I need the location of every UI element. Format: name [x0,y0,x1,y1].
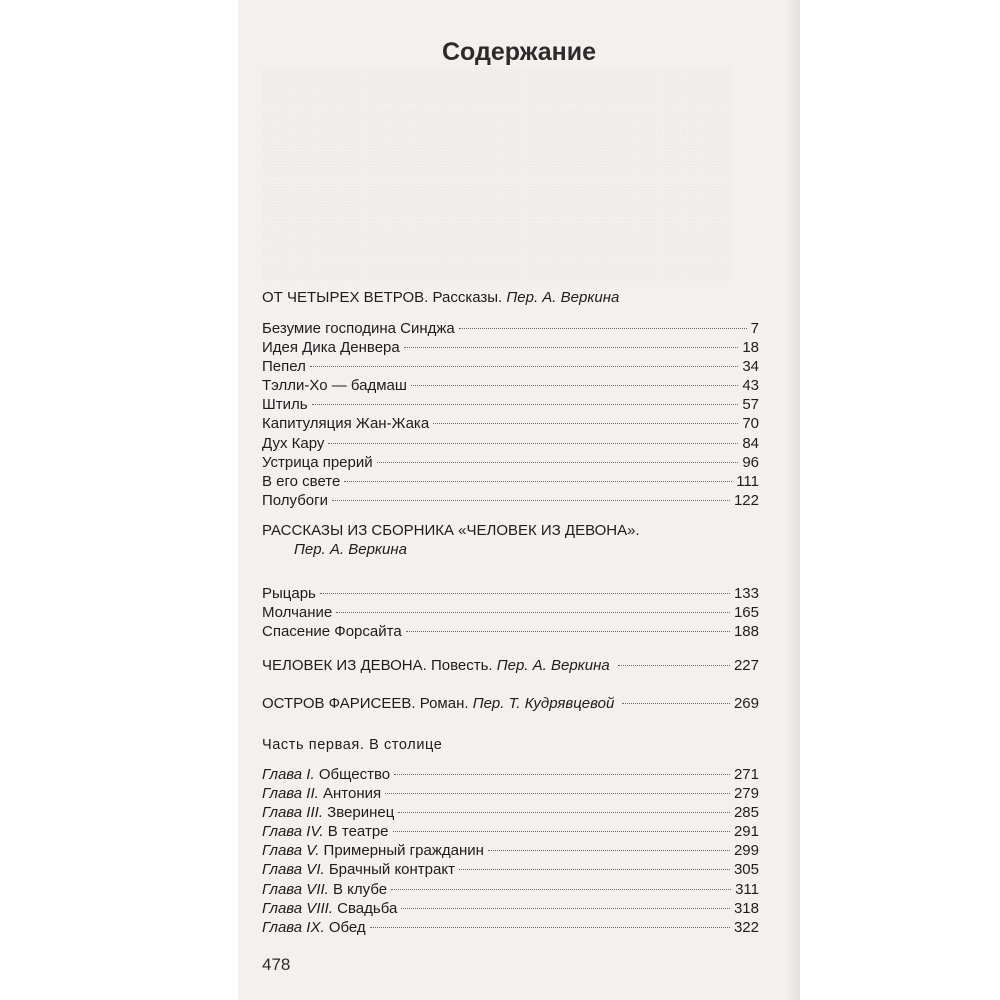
dot-leader [459,328,747,329]
section-title: ЧЕЛОВЕК ИЗ ДЕВОНА. Повесть. [262,657,493,674]
dot-leader [370,927,730,928]
toc-entry[interactable] [262,395,759,414]
chapter-label [262,918,366,937]
toc-entry-page: 43 [742,377,759,395]
toc-entry-page: 34 [742,358,759,376]
chapter-page: 285 [733,804,759,822]
toc-entry-page: 111 [736,472,759,490]
toc-entry-label: Дух Кару [262,434,325,452]
dot-leader [401,908,730,909]
chapter-number: Глава II. [262,785,319,803]
chapter-page: 305 [733,861,759,879]
toc-entry-page: 227 [733,657,759,674]
page-number: 478 [262,955,291,974]
toc-list-chapters [262,765,759,937]
dot-leader [394,774,730,775]
dot-leader [393,831,730,832]
dot-leader [391,889,731,890]
chapter-number: Глава I. [262,766,315,783]
chapter-title: Свадьба [337,899,398,917]
section-heading-devon-stories [262,522,759,539]
toc-entry-label: Устрица прерий [262,453,373,471]
chapter-page: 279 [733,785,759,803]
chapter-entry[interactable] [262,899,759,918]
toc-entry-page: 133 [733,585,759,602]
chapter-page: 311 [735,880,759,898]
toc-entry-label: Идея Дика Денвера [262,339,400,357]
page-edge-shadow [786,0,800,1000]
toc-entry-label: Полубоги [262,491,328,509]
toc-entry[interactable] [262,414,759,433]
dot-leader [406,631,730,632]
chapter-entry[interactable] [262,841,759,860]
toc-entry[interactable] [262,622,759,641]
section-heading-text: РАССКАЗЫ ИЗ СБОРНИКА «ЧЕЛОВЕК ИЗ ДЕВОНА». [262,522,640,539]
bleed-through-texture: ░░░░░░░░░░░░░░░░░░░░░░░░░░░░░░░░░░░░░░░ ░░░░░░░░░░░░░░░░░░░░░░░░░░░░░░░░░░░░░░░ ░░░░░░░░░░░░░░░░░░░░░░░░░░░░░░░░░░░░░░░ ░░░░░░░░░░░░░░░░░░░░░░░░░░░░░░░░░░░░░░░ ░░░░░░░░░░░░░░░░░░░░░░░░░░░░░░░░░░░░░░░ ░░░░░░░░░░░░░░░░░░░░░░░░░░░░░░░░░░░░░░░ ░░░░░░░░░░░░░░░░░░░░░░░░░░░░░░░░░░░░░░░ ░░░░░░░░░░░░░░░░░░░░░░░░░░░░░░░░░░░░░░░ ░░░░░░░░░░░░░░░░░░░░░░░░░░░░░░░░░░░░░░░ ░░░░░░░░░░░░░░░░░░░░░░░░░░░░░░░░░░░░░░░ ░░░░░░░░░░░░░░░░░░░░░░░░░░░░░░░░░░░░░░░ [262,65,732,280]
dot-leader [312,404,739,405]
chapter-page: 322 [733,918,759,936]
toc-entry-page: 18 [742,339,759,357]
chapter-number: Глава IX. [262,918,325,936]
dot-leader [404,347,739,348]
dot-leader [320,593,730,594]
chapter-title: В клубе [333,880,388,898]
chapter-label [262,822,389,841]
chapter-page: 318 [733,899,759,917]
section-translator-line [294,541,791,558]
section-translator: Пер. А. Веркина [294,541,407,558]
toc-entry-label: В его свете [262,472,341,490]
toc-entry-page: 96 [742,453,759,471]
toc-section-entry[interactable] [262,694,759,713]
dot-leader [332,500,730,501]
chapter-label [262,860,455,879]
toc-entry-page: 122 [733,491,759,509]
chapter-number: Глава VIII. [262,899,333,917]
chapter-page: 299 [733,842,759,860]
chapter-entry[interactable] [262,918,759,937]
section-heading-text [262,656,610,675]
page-title: Содержание [441,38,597,66]
toc-entry[interactable] [262,603,759,622]
chapter-entry[interactable] [262,784,759,803]
toc-list-four-winds [262,319,759,510]
chapter-number: Глава VII. [262,880,329,898]
chapter-entry[interactable] [262,880,759,899]
dot-leader [618,665,730,666]
dot-leader [385,793,730,794]
chapter-label [262,841,484,860]
toc-section-pharisees [262,694,759,713]
chapter-label [262,880,387,899]
chapter-title: Обед [328,918,366,936]
toc-entry-label: Рыцарь [262,585,316,602]
chapter-entry[interactable] [262,803,759,822]
toc-entry[interactable] [262,584,759,603]
chapter-number: Глава IV. [262,823,324,841]
chapter-title: Брачный контракт [328,861,455,879]
dot-leader [488,850,730,851]
dot-leader [398,812,730,813]
toc-entry-label: Безумие господина Синджа [262,320,455,337]
toc-entry-page: 269 [733,695,759,712]
dot-leader [328,443,738,444]
toc-entry[interactable] [262,338,759,357]
chapter-number: Глава V. [262,842,320,860]
part-heading: Часть первая. В столице [262,737,443,753]
toc-entry-page: 165 [733,604,759,622]
toc-entry[interactable] [262,434,759,453]
dot-leader [411,385,738,386]
toc-entry[interactable] [262,472,759,491]
chapter-number: Глава VI. [262,861,325,879]
toc-entry-label: Молчание [262,604,333,622]
chapter-title: В театре [327,823,389,841]
section-heading-text: ОТ ЧЕТЫРЕХ ВЕТРОВ. Рассказы. [262,289,503,306]
toc-list-devon-stories [262,584,759,641]
dot-leader [459,869,730,870]
chapter-entry[interactable] [262,765,759,784]
chapter-entry[interactable] [262,860,759,879]
chapter-title: Антония [323,785,382,803]
toc-entry[interactable] [262,491,759,510]
toc-entry-label: Спасение Форсайта [262,623,402,641]
toc-entry-label: Пепел [262,358,306,376]
section-translator: Пер. А. Веркина [506,289,620,306]
section-heading-four-winds [262,289,759,306]
chapter-entry[interactable] [262,822,759,841]
dot-leader [433,423,738,424]
toc-entry[interactable] [262,319,759,338]
chapter-title: Примерный гражданин [323,842,484,860]
toc-section-devon-novella [262,656,759,675]
chapter-label [262,899,397,918]
chapter-label [262,784,381,803]
section-translator: Пер. Т. Кудрявцевой [472,695,615,712]
section-translator: Пер. А. Веркина [496,657,610,674]
dot-leader [310,366,738,367]
toc-section-entry[interactable] [262,656,759,675]
toc-entry[interactable] [262,376,759,395]
toc-entry-page: 84 [742,434,759,452]
chapter-number: Глава III. [262,804,323,822]
chapter-title: Общество [318,766,391,783]
dot-leader [377,462,739,463]
chapter-page: 291 [733,823,759,841]
toc-entry-label: Тэлли-Хо — бадмаш [262,377,407,395]
chapter-page: 271 [733,766,759,783]
toc-entry[interactable] [262,357,759,376]
chapter-label [262,803,394,822]
toc-entry-page: 57 [742,396,759,414]
section-title: ОСТРОВ ФАРИСЕЕВ. Роман. [262,695,469,712]
section-heading-text [262,694,614,713]
dot-leader [336,612,730,613]
toc-entry[interactable] [262,453,759,472]
chapter-title: Зверинец [327,804,395,822]
toc-entry-page: 70 [742,415,759,433]
toc-entry-page: 188 [733,623,759,641]
toc-entry-label: Штиль [262,396,308,414]
dot-leader [622,703,730,704]
dot-leader [344,481,732,482]
chapter-label [262,765,390,784]
toc-entry-page: 7 [750,320,759,337]
toc-entry-label: Капитуляция Жан-Жака [262,415,430,433]
